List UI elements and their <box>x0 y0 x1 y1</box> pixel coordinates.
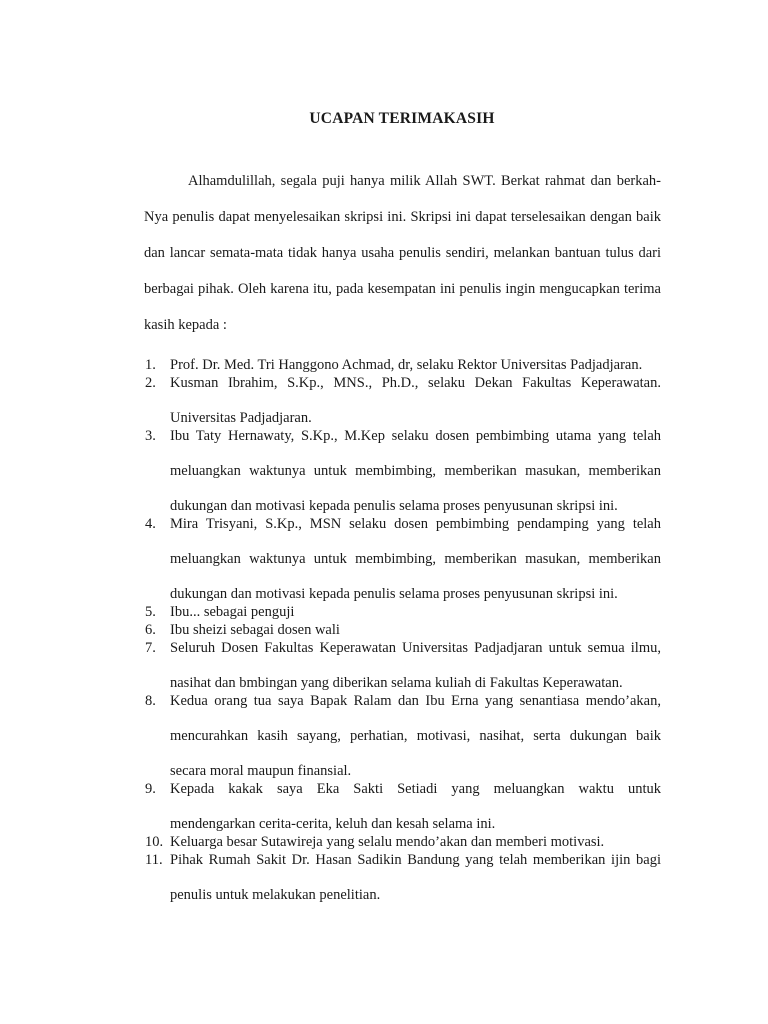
list-item <box>0 639 768 692</box>
line-spacing <box>0 568 768 585</box>
list-item-line: dukungan dan motivasi kepada penulis selama proses penyusunan skripsi ini. <box>170 498 618 514</box>
list-item <box>0 692 768 780</box>
list-item-line: Kedua orang tua saya Bapak Ralam dan Ibu Erna yang senantiasa mendo’akan, <box>170 693 661 709</box>
line-spacing <box>0 445 768 462</box>
list-item-number: 10. <box>145 834 164 850</box>
list-item-line: meluangkan waktunya untuk membimbing, memberikan masukan, memberikan <box>170 463 661 479</box>
list-item <box>0 515 768 603</box>
list-item-line: Universitas Padjadjaran. <box>170 410 312 426</box>
line-spacing <box>0 533 768 550</box>
page-title: UCAPAN TERIMAKASIH <box>309 110 495 127</box>
list-item-line: Mira Trisyani, S.Kp., MSN selaku dosen pembimbing pendamping yang telah <box>170 516 661 532</box>
intro-paragraph <box>144 163 661 343</box>
list-item <box>0 427 768 515</box>
list-item-line: Ibu Taty Hernawaty, S.Kp., M.Kep selaku dosen pembimbing utama yang telah <box>170 428 661 444</box>
list-item-line: Seluruh Dosen Fakultas Keperawatan Universitas Padjadjaran untuk semua ilmu, <box>170 640 661 656</box>
line-spacing <box>0 869 768 886</box>
line-spacing <box>0 480 768 497</box>
acknowledgement-list <box>0 356 768 904</box>
list-item-number: 3. <box>145 428 156 444</box>
list-item-number: 4. <box>145 516 156 532</box>
list-item <box>0 780 768 833</box>
list-item <box>0 851 768 904</box>
list-item-line: Prof. Dr. Med. Tri Hanggono Achmad, dr, selaku Rektor Universitas Padjadjaran. <box>170 357 643 373</box>
list-item-number: 2. <box>145 375 156 391</box>
list-item-line: Kepada kakak saya Eka Sakti Setiadi yang meluangkan waktu untuk <box>170 781 661 797</box>
list-item-line: Keluarga besar Sutawireja yang selalu mendo’akan dan memberi motivasi. <box>170 834 605 850</box>
list-item-number: 8. <box>145 693 156 709</box>
list-item-number: 6. <box>145 622 156 638</box>
list-item-line: mendengarkan cerita-cerita, keluh dan kesah selama ini. <box>170 816 496 832</box>
line-spacing <box>0 745 768 762</box>
intro-text: Alhamdulillah, segala puji hanya milik Allah SWT. Berkat rahmat dan berkah-Nya penulis dapat menyelesaikan skripsi ini. Skripsi ini dapat terselesaikan dengan baik dan lancar semata-mata tidak hanya usaha penulis sendiri, melankan bantuan tulus dari berbagai pihak. Oleh karena itu, pada kesempatan ini penulis ingin mengucapkan terima kasih kepada : <box>144 173 661 333</box>
list-item <box>0 603 768 621</box>
list-item <box>0 374 768 427</box>
list-item <box>0 621 768 639</box>
list-item <box>0 356 768 374</box>
list-item-number: 9. <box>145 781 156 797</box>
list-item-number: 11. <box>145 852 163 868</box>
list-item-number: 5. <box>145 604 156 620</box>
list-item-line: Ibu... sebagai penguji <box>170 604 295 620</box>
list-item-line: secara moral maupun finansial. <box>170 763 352 779</box>
list-item-line: meluangkan waktunya untuk membimbing, memberikan masukan, memberikan <box>170 551 661 567</box>
list-item-number: 1. <box>145 357 156 373</box>
line-spacing <box>0 710 768 727</box>
list-item-line: dukungan dan motivasi kepada penulis selama proses penyusunan skripsi ini. <box>170 586 618 602</box>
line-spacing <box>0 798 768 815</box>
list-item-line: penulis untuk melakukan penelitian. <box>170 887 381 903</box>
line-spacing <box>0 392 768 409</box>
list-item-line: Kusman Ibrahim, S.Kp., MNS., Ph.D., selaku Dekan Fakultas Keperawatan. <box>170 375 661 391</box>
list-item <box>0 833 768 851</box>
list-item-number: 7. <box>145 640 156 656</box>
list-item-line: mencurahkan kasih sayang, perhatian, motivasi, nasihat, serta dukungan baik <box>170 728 661 744</box>
line-spacing <box>0 657 768 674</box>
list-item-line: nasihat dan bmbingan yang diberikan selama kuliah di Fakultas Keperawatan. <box>170 675 623 691</box>
list-item-line: Ibu sheizi sebagai dosen wali <box>170 622 340 638</box>
list-item-line: Pihak Rumah Sakit Dr. Hasan Sadikin Bandung yang telah memberikan ijin bagi <box>170 852 661 868</box>
